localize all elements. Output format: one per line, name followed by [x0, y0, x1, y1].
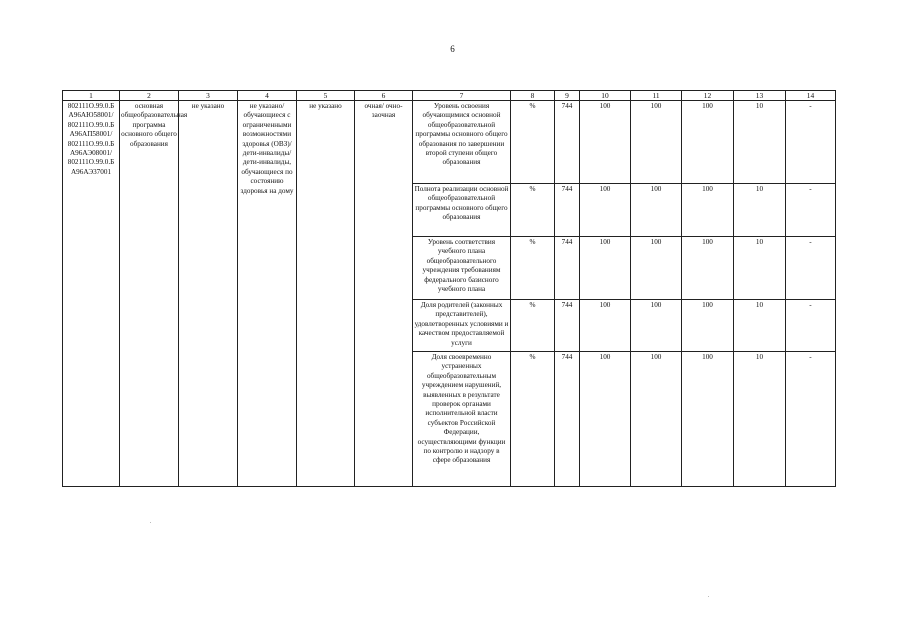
- column-header-3: 3: [179, 91, 238, 101]
- column-header-12: 12: [682, 91, 734, 101]
- indicator-value-13: 10: [734, 101, 786, 184]
- indicator-row-1: [63, 101, 836, 184]
- indicator-value-13: 10: [734, 184, 786, 237]
- scan-speck: [150, 522, 151, 523]
- indicator-unit: %: [511, 101, 555, 184]
- header-row: [63, 91, 836, 101]
- indicator-value-11: 100: [631, 300, 682, 352]
- column-header-7: 7: [413, 91, 511, 101]
- column-header-10: 10: [580, 91, 631, 101]
- col3-cell: не указано: [179, 101, 238, 487]
- indicator-value-14: -: [786, 300, 836, 352]
- indicator-name: Доля родителей (законных представителей), удовлетворенных условиями и качеством предоставляемой услуги: [413, 300, 511, 352]
- indicator-value-13: 10: [734, 300, 786, 352]
- indicator-code: 744: [555, 300, 580, 352]
- indicator-code: 744: [555, 352, 580, 487]
- indicator-code: 744: [555, 184, 580, 237]
- column-header-13: 13: [734, 91, 786, 101]
- indicator-name: Уровень освоения обучающимися основной общеобразовательной программы основного общего образования по завершении второй ступени общего образования: [413, 101, 511, 184]
- indicator-unit: %: [511, 300, 555, 352]
- indicator-name: Полнота реализации основной общеобразовательной программы основного общего образования: [413, 184, 511, 237]
- program-name-cell: основная общеобразовательная программа основного общего образования: [120, 101, 179, 487]
- student-category-cell: не указано/ обучающиеся с ограниченными возможностями здоровья (ОВЗ)/ дети-инвалиды/ дети-инвалиды, обучающиеся по состоянию здоровья на дому: [238, 101, 297, 487]
- indicator-value-11: 100: [631, 237, 682, 300]
- indicator-value-14: -: [786, 237, 836, 300]
- indicator-value-11: 100: [631, 184, 682, 237]
- column-header-6: 6: [355, 91, 413, 101]
- column-header-8: 8: [511, 91, 555, 101]
- indicator-code: 744: [555, 101, 580, 184]
- study-form-cell: очная/ очно-заочная: [355, 101, 413, 487]
- indicator-value-12: 100: [682, 352, 734, 487]
- scan-speck: [708, 596, 709, 597]
- services-quality-table: [62, 90, 836, 487]
- indicator-value-13: 10: [734, 237, 786, 300]
- column-header-9: 9: [555, 91, 580, 101]
- column-header-4: 4: [238, 91, 297, 101]
- indicator-value-11: 100: [631, 101, 682, 184]
- indicator-value-14: -: [786, 352, 836, 487]
- indicator-unit: %: [511, 352, 555, 487]
- indicator-value-10: 100: [580, 352, 631, 487]
- indicator-value-12: 100: [682, 300, 734, 352]
- indicator-value-12: 100: [682, 184, 734, 237]
- indicator-value-10: 100: [580, 300, 631, 352]
- col5-cell: не указано: [297, 101, 355, 487]
- column-header-1: 1: [63, 91, 120, 101]
- indicator-value-11: 100: [631, 352, 682, 487]
- indicator-value-14: -: [786, 184, 836, 237]
- column-header-14: 14: [786, 91, 836, 101]
- indicator-value-10: 100: [580, 101, 631, 184]
- indicator-value-12: 100: [682, 101, 734, 184]
- indicator-value-10: 100: [580, 237, 631, 300]
- indicator-value-14: -: [786, 101, 836, 184]
- indicator-name: Уровень соответствия учебного плана общеобразовательного учреждения требованиям федерального базисного учебного плана: [413, 237, 511, 300]
- column-header-2: 2: [120, 91, 179, 101]
- indicator-unit: %: [511, 237, 555, 300]
- indicator-name: Доля своевременно устраненных общеобразовательным учреждением нарушений, выявленных в результате проверок органами исполнительной власти субъектов Российской Федерации, осуществляющими функции по контролю и надзору в сфере образования: [413, 352, 511, 487]
- indicator-unit: %: [511, 184, 555, 237]
- page-number: 6: [450, 44, 455, 54]
- indicator-value-10: 100: [580, 184, 631, 237]
- column-header-5: 5: [297, 91, 355, 101]
- indicator-value-13: 10: [734, 352, 786, 487]
- indicator-code: 744: [555, 237, 580, 300]
- registry-codes-cell: 802111О.99.0.Б А96АЮ58001/ 802111О.99.0.Б А96АП58001/ 802111О.99.0.Б А96АЭ08001/ 802111О.99.0.Б А96АЭ37001: [63, 101, 120, 487]
- indicator-value-12: 100: [682, 237, 734, 300]
- column-header-11: 11: [631, 91, 682, 101]
